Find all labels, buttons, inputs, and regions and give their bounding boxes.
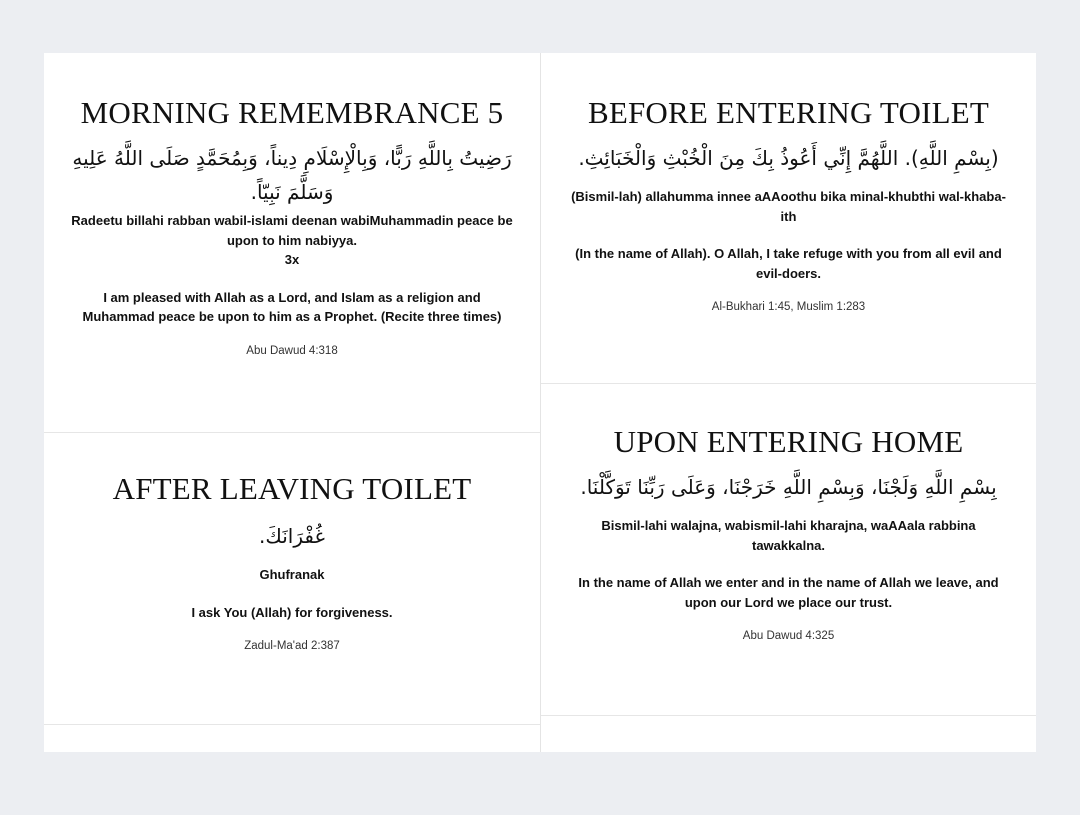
card-morning-remembrance xyxy=(44,53,540,433)
translation: In the name of Allah we enter and in the name of Allah we leave, and upon our Lord we place our trust. xyxy=(578,575,999,610)
arabic-text: رَضِيتُ بِاللَّهِ رَبًّا، وَبِالْإِسْلَامِ دِيناً، وَبِمُحَمَّدٍ صَلَى اللَّهُ عَلِيهِ وَسَلَّمَ نَبِيّاً. xyxy=(72,146,512,204)
arabic-text: (بِسْمِ اللَّهِ). اللَّهُمَّ إِنِّي أَعُوذُ بِكَ مِنَ الْخُبْثِ وَالْخَبَائِثِ. xyxy=(578,146,999,170)
card-after-leaving-toilet xyxy=(44,433,540,725)
card-before-entering-toilet xyxy=(541,53,1036,384)
source-reference: Zadul-Ma'ad 2:387 xyxy=(244,640,340,652)
document-page xyxy=(44,53,1036,752)
arabic-text: بِسْمِ اللَّهِ وَلَجْنَا، وَبِسْمِ اللَّهِ خَرَجْنَا، وَعَلَى رَبِّنَا تَوَكَّلْنَا. xyxy=(580,475,997,499)
repeat-count: 3x xyxy=(284,252,300,267)
right-column xyxy=(541,53,1036,752)
translation: I ask You (Allah) for forgiveness. xyxy=(191,604,393,620)
source-reference: Al-Bukhari 1:45, Muslim 1:283 xyxy=(711,301,866,313)
source-reference: Abu Dawud 4:325 xyxy=(742,630,835,642)
translation: I am pleased with Allah as a Lord, and Islam as a religion and Muhammad peace be upon to him as a Prophet. (Recite three times) xyxy=(82,289,502,324)
card-title: MORNING REMEMBRANCE 5 xyxy=(80,95,504,130)
transliteration: (Bismil-lah) allahumma innee aAAoothu bika minal-khubthi wal-khaba-ith xyxy=(571,189,1006,224)
card-upon-entering-home xyxy=(541,384,1036,716)
card-title: BEFORE ENTERING TOILET xyxy=(587,95,990,130)
transliteration: Radeetu billahi rabban wabil-islami deenan wabiMuhammadin peace be upon to him nabiyya. xyxy=(71,213,513,248)
translation: (In the name of Allah). O Allah, I take refuge with you from all evil and evil-doers. xyxy=(575,246,1002,281)
card-title: UPON ENTERING HOME xyxy=(613,424,964,459)
transliteration: Bismil-lahi walajna, wabismil-lahi kharajna, waAAala rabbina tawakkalna. xyxy=(601,518,976,553)
source-reference: Abu Dawud 4:318 xyxy=(246,344,338,357)
transliteration: Ghufranak xyxy=(259,567,325,582)
left-column xyxy=(44,53,540,752)
card-title: AFTER LEAVING TOILET xyxy=(112,471,472,506)
arabic-text: غُفْرَانَكَ. xyxy=(259,524,325,548)
